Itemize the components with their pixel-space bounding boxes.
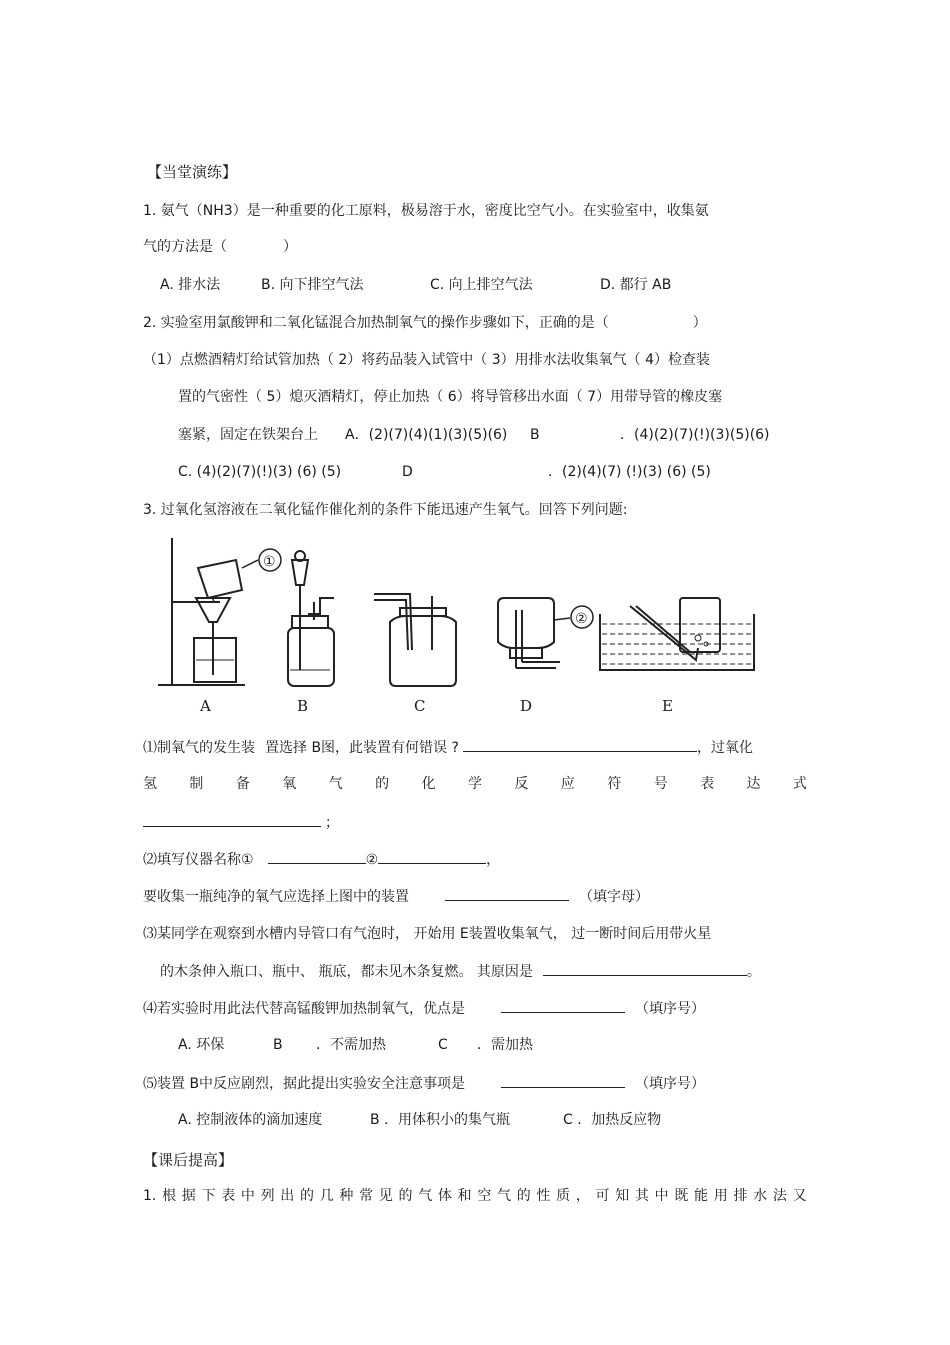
- q3-p1-text-a: ⑴制氧气的发生装: [143, 740, 255, 756]
- q3-p2-apparatus-blank[interactable]: [445, 886, 569, 901]
- q3-p4-option-b-letter: B: [273, 1037, 283, 1053]
- apparatus-label-b: B: [297, 697, 309, 715]
- q2-option-c: C. (4)(2)(7)(!)(3) (6) (5): [178, 464, 342, 480]
- q2-option-d: ．(2)(4)(7) (!)(3) (6) (5): [548, 464, 711, 480]
- q4-char: 性: [536, 1188, 551, 1204]
- q3-p4-answer-blank[interactable]: [501, 998, 625, 1013]
- q3-p1-char: 备: [235, 776, 250, 792]
- q1-option-a: A. 排水法: [160, 277, 221, 293]
- q3-p2-text-c: ，: [486, 852, 501, 868]
- q4-char: 气: [497, 1188, 512, 1204]
- apparatus-d-drawing: [498, 598, 593, 668]
- section-title-practice: 【当堂演练】: [147, 163, 238, 181]
- q3-p1-char: 符: [607, 776, 622, 792]
- q4-line: [143, 1186, 807, 1206]
- q3-p5-option-b: B ．用体积小的集气瓶: [370, 1112, 511, 1128]
- q4-char: 据: [181, 1188, 196, 1204]
- q4-char: ，: [575, 1188, 590, 1204]
- q4-char: 常: [359, 1188, 374, 1204]
- q3-p2-line1: [143, 849, 500, 870]
- q1-text-cont: 气的方法是（ ）: [143, 239, 297, 255]
- apparatus-figure: [150, 530, 770, 695]
- q2-text: 2. 实验室用氯酸钾和二氧化锰混合加热制氧气的操作步骤如下，正确的是（ ）: [143, 315, 707, 331]
- q3-p2-instrument2-blank[interactable]: [378, 849, 486, 864]
- q4-char: 质: [556, 1188, 571, 1204]
- q4-char: 表: [221, 1188, 236, 1204]
- q3-p2-line2-text: 要收集一瓶纯净的氧气应选择上图中的装置: [143, 889, 409, 905]
- q3-p5-option-c: C ．加热反应物: [563, 1112, 662, 1128]
- q3-p2-instrument1-blank[interactable]: [268, 849, 366, 864]
- apparatus-label-c: C: [414, 697, 426, 715]
- q3-p1-char: 式: [792, 776, 807, 792]
- q4-char: 根: [162, 1188, 177, 1204]
- q4-char: 中: [240, 1188, 255, 1204]
- q4-char: 其: [634, 1188, 649, 1204]
- apparatus-label-d: D: [520, 697, 533, 715]
- q3-p3-end: 。: [746, 964, 761, 980]
- marker-1-label: ①: [263, 554, 276, 570]
- q3-p1-char: 的: [375, 776, 390, 792]
- q4-char: 可: [595, 1188, 610, 1204]
- q4-char: 既: [674, 1188, 689, 1204]
- apparatus-label-e: E: [662, 697, 673, 715]
- q3-p1-equation-blank[interactable]: [143, 812, 321, 827]
- q3-p1-end: ；: [325, 815, 339, 831]
- q3-p1-char: 号: [653, 776, 668, 792]
- q4-char: 的: [299, 1188, 314, 1204]
- q4-char: 又: [792, 1188, 807, 1204]
- q3-p1-char: 反: [514, 776, 529, 792]
- q3-p1-line1: [143, 737, 753, 758]
- q4-char: 体: [437, 1188, 452, 1204]
- q4-char: 和: [457, 1188, 472, 1204]
- q3-p1-text-b: 置选择 B图，此装置有何错误 ?: [265, 740, 459, 756]
- q3-p1-line2: [143, 774, 807, 794]
- q3-p4-end: （填序号）: [635, 1001, 705, 1017]
- q3-p4-option-c: ．需加热: [477, 1037, 533, 1053]
- q3-p3-line2-text: 的木条伸入瓶口、瓶中、 瓶底，都未见木条复燃。 其原因是: [160, 964, 533, 980]
- q3-p3-line1: ⑶某同学在观察到水槽内导管口有气泡时， 开始用 E装置收集氧气， 过一断时间后用带火星: [143, 926, 712, 942]
- q4-char: 能: [694, 1188, 709, 1204]
- q3-p1-char: 气: [328, 776, 343, 792]
- q4-char: 知: [615, 1188, 630, 1204]
- q2-steps-line1: （1）点燃酒精灯给试管加热（ 2）将药品装入试管中（ 3）用排水法收集氧气（ 4）检查装: [143, 352, 710, 368]
- q3-p5-end: （填序号）: [635, 1076, 706, 1092]
- q3-p1-char: 达: [746, 776, 761, 792]
- q1-option-b: B. 向下排空气法: [261, 277, 364, 293]
- q1-text: 1. 氨气（NH3）是一种重要的化工原料，极易溶于水，密度比空气小。在实验室中，收集氨: [143, 203, 709, 219]
- q1-option-d: D. 都行 AB: [600, 277, 672, 293]
- q4-char: 下: [201, 1188, 216, 1204]
- q2-steps-line3: 塞紧，固定在铁架台上: [178, 427, 318, 443]
- q4-char: 种: [339, 1188, 354, 1204]
- q4-char: 见: [378, 1188, 393, 1204]
- q4-char: 的: [516, 1188, 531, 1204]
- q3-p4-option-b: ．不需加热: [316, 1037, 386, 1053]
- q2-option-b-letter: B: [530, 427, 540, 443]
- q4-char: 用: [713, 1188, 728, 1204]
- q3-p5-answer-blank[interactable]: [501, 1073, 625, 1088]
- q3-p1-char: 应: [560, 776, 575, 792]
- q4-char: 出: [280, 1188, 295, 1204]
- q3-p5-line: [143, 1073, 705, 1094]
- q2-option-d-letter: D: [402, 464, 413, 480]
- q4-char: 排: [733, 1188, 748, 1204]
- q3-p2-text-a: ⑵填写仪器名称①: [143, 852, 254, 868]
- q4-char: 的: [398, 1188, 413, 1204]
- section-title-improvement: 【课后提高】: [143, 1151, 234, 1169]
- q3-p3-line2: [160, 961, 761, 982]
- apparatus-b-drawing: [288, 551, 334, 686]
- q3-p2-text-b: ②: [365, 852, 379, 868]
- q2-option-a: A．(2)(7)(4)(1)(3)(5)(6): [345, 427, 508, 443]
- q3-p1-text-c: ，过氧化: [696, 740, 753, 756]
- q4-char: 几: [319, 1188, 334, 1204]
- q3-p1-char: 表: [700, 776, 715, 792]
- q3-text: 3. 过氧化氢溶液在二氧化锰作催化剂的条件下能迅速产生氧气。回答下列问题:: [143, 502, 628, 518]
- q1-option-c: C. 向上排空气法: [430, 277, 533, 293]
- q4-char: 气: [418, 1188, 433, 1204]
- q3-p4-line: [143, 998, 705, 1019]
- q3-p1-char: 氧: [282, 776, 297, 792]
- q2-option-b: ．(4)(2)(7)(!)(3)(5)(6): [620, 427, 770, 443]
- q4-char: 空: [477, 1188, 492, 1204]
- q3-p4-option-c-letter: C: [438, 1037, 448, 1053]
- q2-steps-line2: 置的气密性（ 5）熄灭酒精灯，停止加热（ 6）将导管移出水面（ 7）用带导管的橡皮塞: [178, 389, 723, 405]
- q3-p1-char: 氢: [143, 776, 157, 792]
- apparatus-e-drawing: [600, 598, 754, 670]
- apparatus-c-drawing: [374, 594, 456, 686]
- q3-p2-line2: [143, 886, 649, 907]
- q3-p5-option-a: A. 控制液体的滴加速度: [178, 1112, 323, 1128]
- q4-char: 1.: [143, 1188, 157, 1204]
- q3-p4-option-a: A. 环保: [178, 1037, 225, 1053]
- q3-p4-text: ⑷若实验时用此法代替高锰酸钾加热制氧气，优点是: [143, 1001, 465, 1017]
- q3-p1-char: 学: [467, 776, 482, 792]
- apparatus-label-a: A: [200, 697, 211, 715]
- marker-2-label: ②: [575, 611, 588, 627]
- q3-p1-error-blank[interactable]: [463, 737, 697, 752]
- q3-p3-reason-blank[interactable]: [543, 961, 747, 976]
- q3-p1-line3: [143, 812, 339, 833]
- q3-p1-char: 制: [189, 776, 204, 792]
- q3-p1-char: 化: [421, 776, 436, 792]
- q3-p2-line2-end: （填字母）: [579, 889, 649, 905]
- q4-char: 法: [772, 1188, 787, 1204]
- q4-char: 列: [260, 1188, 275, 1204]
- q4-char: 中: [654, 1188, 669, 1204]
- q4-char: 水: [753, 1188, 768, 1204]
- q3-p5-text: ⑸装置 B中反应剧烈，据此提出实验安全注意事项是: [143, 1076, 466, 1092]
